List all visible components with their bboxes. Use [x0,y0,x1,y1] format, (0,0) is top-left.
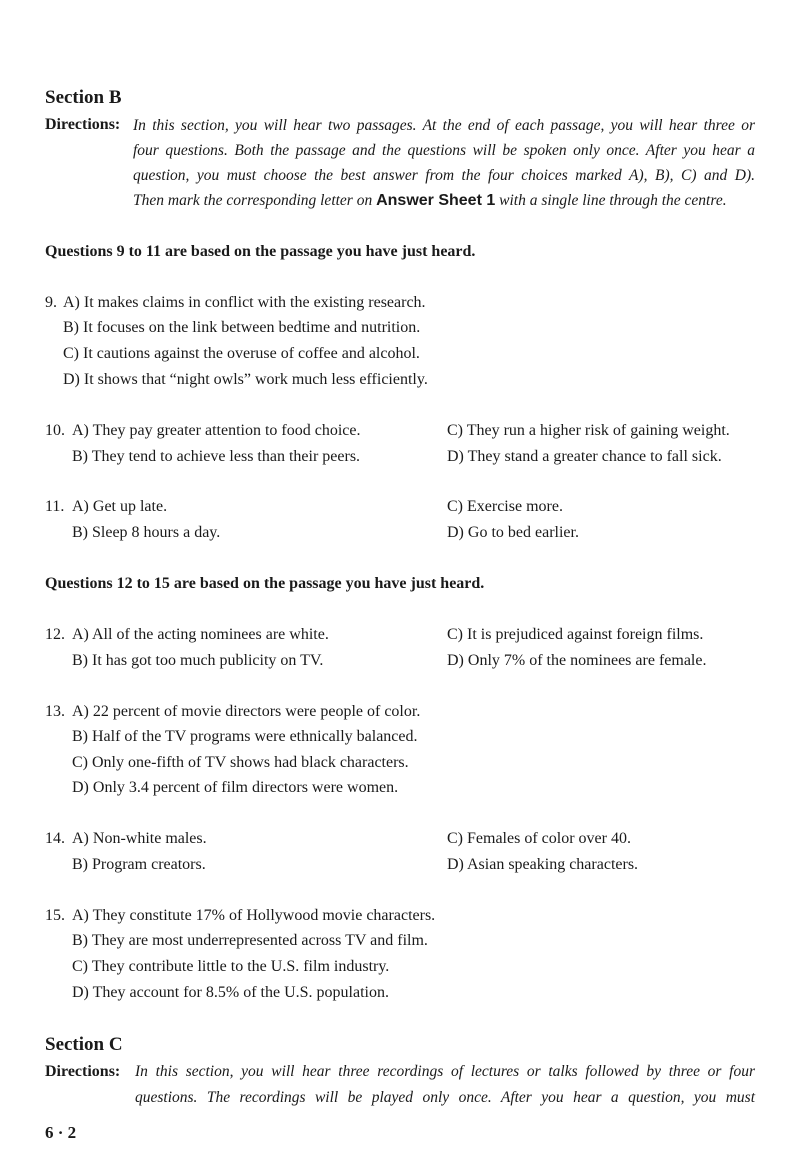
section-b-directions-line-4 [133,192,727,210]
question-10-option-a: A) They pay greater attention to food choice. [72,422,361,439]
passage-1-heading: Questions 9 to 11 are based on the passage you have just heard. [45,243,476,260]
answer-sheet-label: Answer Sheet 1 [376,192,496,209]
question-15-option-a: A) They constitute 17% of Hollywood movie characters. [72,907,436,924]
question-13-option-a: A) 22 percent of movie directors were people of color. [72,703,421,720]
question-10-option-b: B) They tend to achieve less than their peers. [72,448,361,465]
question-9-option-b: B) It focuses on the link between bedtime and nutrition. [63,319,421,336]
page-number: 6 · 2 [45,1123,77,1142]
question-14-option-d: D) Asian speaking characters. [447,856,639,873]
question-14-number: 14. [45,830,65,847]
question-10-option-d: D) They stand a greater chance to fall sick. [447,448,722,465]
question-11-option-a: A) Get up late. [72,498,168,515]
question-12-option-a: A) All of the acting nominees are white. [72,626,329,643]
section-b-title: Section B [45,87,122,108]
question-9-option-a: A) It makes claims in conflict with the existing research. [63,294,426,311]
section-c-directions-label: Directions: [45,1063,121,1080]
section-b-directions-line-3: question, you must choose the best answer from the four choices marked A), B), C) and D). [133,167,755,184]
question-13-option-b: B) Half of the TV programs were ethnically balanced. [72,728,418,745]
question-11-option-c: C) Exercise more. [447,498,563,515]
question-15-number: 15. [45,907,65,924]
question-10-number: 10. [45,422,65,439]
question-12-number: 12. [45,626,65,643]
question-15-option-c: C) They contribute little to the U.S. film industry. [72,958,390,975]
question-14-option-c: C) Females of color over 40. [447,830,631,847]
section-b-directions-label: Directions: [45,116,121,133]
question-12-option-d: D) Only 7% of the nominees are female. [447,652,707,669]
passage-2-heading: Questions 12 to 15 are based on the passage you have just heard. [45,575,485,592]
question-9-option-c: C) It cautions against the overuse of coffee and alcohol. [63,345,420,362]
question-15-option-b: B) They are most underrepresented across TV and film. [72,932,428,949]
section-b-directions-line-1: In this section, you will hear two passages. At the end of each passage, you will hear three or [133,117,755,134]
directions-last-post: with a single line through the centre. [499,192,727,209]
question-11-option-b: B) Sleep 8 hours a day. [72,524,221,541]
question-10-option-c: C) They run a higher risk of gaining weight. [447,422,730,439]
question-11-number: 11. [45,498,65,515]
question-14-option-b: B) Program creators. [72,856,206,873]
question-13-number: 13. [45,703,65,720]
section-c-directions-line-1: In this section, you will hear three recordings of lectures or talks followed by three or four [135,1063,755,1080]
question-9-number: 9. [45,294,57,311]
question-13-option-d: D) Only 3.4 percent of film directors were women. [72,779,399,796]
directions-last-pre: Then mark the corresponding letter on [133,192,373,209]
question-15-option-d: D) They account for 8.5% of the U.S. population. [72,984,389,1001]
section-c-directions-line-2: questions. The recordings will be played only once. After you hear a question, you must [135,1089,755,1106]
question-12-option-c: C) It is prejudiced against foreign films. [447,626,704,643]
section-c-title: Section C [45,1034,123,1055]
section-b-directions-line-2: four questions. Both the passage and the questions will be spoken only once. After you hear a [133,142,755,159]
question-11-option-d: D) Go to bed earlier. [447,524,579,541]
question-13-option-c: C) Only one-fifth of TV shows had black characters. [72,754,409,771]
question-12-option-b: B) It has got too much publicity on TV. [72,652,324,669]
question-14-option-a: A) Non-white males. [72,830,207,847]
question-9-option-d: D) It shows that “night owls” work much less efficiently. [63,371,428,388]
